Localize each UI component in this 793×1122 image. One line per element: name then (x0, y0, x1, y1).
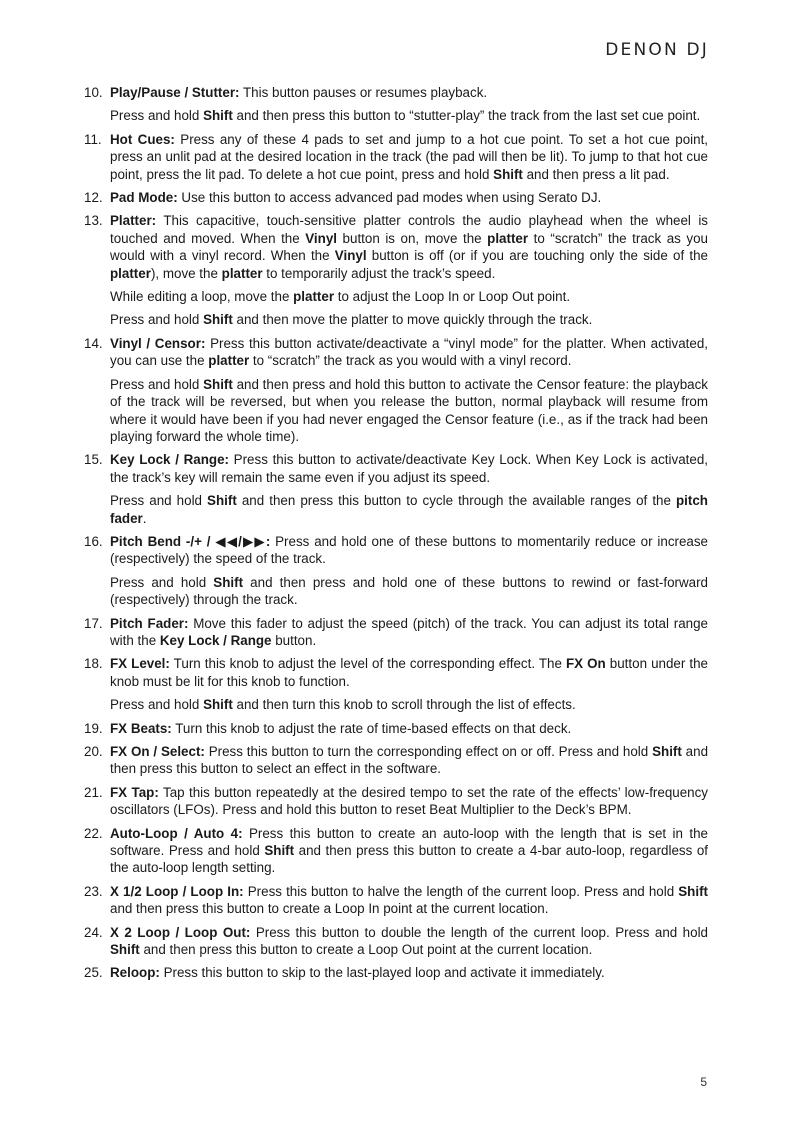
text-run: Press this button to create an auto-loop with the length that is set in the software. Press and hold (110, 825, 708, 859)
bold-term: Pad Mode: (110, 190, 178, 206)
text-run: and then press and hold this button to activate the Censor feature: the playback of the track will be reversed, but when you release the button, normal playback will resume from where it would have been if you had never engaged the Censor feature (i.e., as if the track had been playing forward the whole time). (110, 376, 708, 444)
list-item (84, 784, 708, 819)
bold-term: Play/Pause / Stutter: (110, 85, 240, 100)
text-run: and then press this button to cycle through the available ranges of the (236, 493, 676, 509)
list-item (84, 825, 708, 877)
list-item-number: 20. (84, 744, 103, 759)
bold-term: Auto-Loop / Auto 4: (110, 825, 243, 841)
text-run: ), move the (150, 265, 222, 281)
list-item-number: 10. (84, 85, 103, 100)
list-item-number: 13. (84, 213, 103, 229)
numbered-list (84, 84, 708, 988)
list-item (84, 720, 708, 737)
list-item (84, 743, 708, 778)
bold-term: Key Lock / Range: (110, 452, 229, 468)
item-paragraph (110, 825, 708, 877)
list-item-number: 11. (84, 131, 102, 147)
list-item-number: 16. (84, 533, 103, 549)
text-run: This capacitive, touch-sensitive platter controls the audio playhead when the wheel is touched and moved. When the (110, 213, 708, 246)
text-run: and then press this button to create a 4-bar auto-loop, regardless of the auto-loop length setting. (110, 843, 708, 876)
list-item (84, 533, 708, 609)
item-paragraph (110, 311, 708, 328)
list-item (84, 335, 708, 445)
text-run: and then press and hold one of these buttons to rewind or fast-forward (respectively) through the track. (110, 574, 708, 608)
bold-term: Shift (678, 883, 708, 899)
text-run: Turn this knob to adjust the rate of time-based effects on that deck. (171, 720, 572, 736)
text-run: This button pauses or resumes playback. (239, 85, 488, 100)
item-paragraph (110, 451, 708, 486)
text-run: and then move the platter to move quickly through the track. (232, 312, 593, 328)
bold-term: FX On / Select: (110, 744, 205, 759)
bold-term: Pitch Bend -/+ / ◀◀/▶▶: (110, 533, 271, 549)
text-run: to “scratch” the track as you would with a vinyl record. When the (110, 230, 708, 264)
bold-term: Shift (203, 376, 233, 392)
list-item-number: 19. (84, 720, 103, 736)
bold-term: Shift (110, 942, 140, 958)
page-number: 5 (700, 1075, 707, 1089)
text-run: and then press a lit pad. (522, 166, 670, 182)
bold-term: Shift (652, 744, 682, 759)
bold-term: pitch fader (110, 493, 708, 526)
text-run: button is off (or if you are touching only the side of the (366, 248, 708, 264)
list-item (84, 883, 708, 918)
bold-term: Key Lock / Range (159, 632, 272, 648)
item-paragraph (110, 84, 708, 101)
item-paragraph (110, 615, 708, 650)
text-run: button. (271, 632, 317, 648)
bold-term: FX On (565, 656, 606, 672)
bold-term: Reloop: (110, 965, 160, 981)
text-run: . (142, 510, 147, 526)
text-run: to “scratch” the track as you would with a vinyl record. (249, 353, 572, 369)
list-item-number: 18. (84, 656, 103, 672)
list-item (84, 615, 708, 650)
list-item-number: 22. (84, 825, 103, 841)
text-run: Press this button to double the length of the current loop. Press and hold (250, 924, 709, 940)
bold-term: Shift (203, 697, 233, 713)
item-paragraph (110, 189, 708, 206)
item-paragraph (110, 655, 708, 690)
item-paragraph (110, 131, 708, 183)
item-paragraph (110, 924, 708, 959)
item-paragraph (110, 533, 708, 568)
bold-term: X 1/2 Loop / Loop In: (110, 883, 244, 899)
list-item (84, 451, 708, 527)
item-paragraph (110, 107, 708, 124)
text-run: button is on, move the (337, 230, 488, 246)
text-run: and then press this button to create a Loop Out point at the current location. (139, 942, 593, 958)
bold-term: Shift (493, 166, 523, 182)
text-run: button under the knob must be lit for this knob to function. (110, 656, 708, 689)
item-paragraph (110, 335, 708, 370)
list-item (84, 84, 708, 125)
text-run: and then press this button to select an effect in the software. (110, 744, 709, 777)
bold-term: Shift (203, 312, 233, 328)
bold-term: Vinyl (305, 230, 337, 246)
text-run: Press and hold one of these buttons to momentarily reduce or increase (respectively) the speed of the track. (110, 533, 709, 567)
bold-term: Hot Cues: (110, 131, 175, 147)
text-run: Move this fader to adjust the speed (pitch) of the track. You can adjust its total range with the (110, 615, 708, 648)
bold-term: Vinyl (334, 248, 367, 264)
list-item (84, 189, 708, 206)
item-paragraph (110, 696, 708, 713)
text-run: Press this button to turn the corresponding effect on or off. Press and hold (204, 744, 653, 759)
text-run: Press and hold (110, 697, 204, 713)
list-item (84, 131, 708, 183)
text-run: Press this button to halve the length of the current loop. Press and hold (243, 883, 679, 899)
list-item (84, 924, 708, 959)
text-run: Use this button to access advanced pad modes when using Serato DJ. (177, 190, 602, 206)
item-paragraph (110, 574, 708, 609)
item-paragraph (110, 288, 708, 305)
item-paragraph (110, 964, 708, 981)
text-run: Press and hold (110, 108, 204, 124)
bold-term: Shift (213, 574, 244, 590)
text-run: Press and hold (110, 574, 214, 590)
bold-term: platter (208, 353, 250, 369)
list-item-number: 14. (84, 335, 103, 351)
bold-term: FX Tap: (110, 784, 159, 800)
item-paragraph (110, 883, 708, 918)
item-paragraph (110, 784, 708, 819)
list-item-number: 17. (84, 615, 103, 631)
bold-term: Vinyl / Censor: (110, 335, 206, 351)
text-run: Press this button to activate/deactivate Key Lock. When Key Lock is activated, the track’s key will remain the same even if you adjust its speed. (110, 452, 708, 485)
bold-term: Shift (264, 843, 295, 859)
item-paragraph (110, 212, 708, 282)
text-run: and then turn this knob to scroll through the list of effects. (232, 697, 576, 713)
list-item-number: 25. (84, 965, 103, 981)
list-item-number: 24. (84, 924, 103, 940)
text-run: and then press this button to “stutter-play” the track from the last set cue point. (232, 108, 701, 124)
bold-term: X 2 Loop / Loop Out: (110, 924, 251, 940)
text-run: Press and hold (110, 376, 204, 392)
text-run: Turn this knob to adjust the level of the corresponding effect. The (169, 656, 566, 672)
bold-term: FX Level: (110, 656, 170, 672)
text-run: Press and hold (110, 493, 208, 509)
bold-term: Pitch Fader: (110, 615, 189, 631)
list-item (84, 964, 708, 981)
text-run: Press any of these 4 pads to set and jump to a hot cue point. To set a hot cue point, press an unlit pad at the desired location in the track (the pad will then be lit). To jump to that hot cue point, press the lit pad. To delete a hot cue point, press and hold (110, 131, 709, 182)
bold-term: FX Beats: (110, 720, 172, 736)
list-item-number: 12. (84, 190, 103, 206)
text-run: and then press this button to create a Loop In point at the current location. (110, 901, 549, 917)
list-item-number: 21. (84, 784, 103, 800)
text-run: Press this button activate/deactivate a “vinyl mode” for the platter. When activated, you can use the (110, 335, 708, 369)
text-run: Press this button to skip to the last-played loop and activate it immediately. (159, 965, 605, 981)
bold-term: platter (221, 265, 263, 281)
text-run: Tap this button repeatedly at the desired tempo to set the rate of the effects’ low-frequency oscillators (LFOs). Press and hold this button to reset Beat Multiplier to the Deck’s BPM. (110, 784, 708, 818)
list-item (84, 212, 708, 328)
bold-term: platter (487, 230, 529, 246)
bold-term: platter (293, 289, 335, 305)
text-run: to adjust the Loop In or Loop Out point. (334, 289, 571, 305)
list-item (84, 655, 708, 713)
text-run: to temporarily adjust the track’s speed. (262, 265, 496, 281)
bold-term: Shift (203, 108, 233, 124)
list-item-number: 23. (84, 883, 103, 899)
bold-term: platter (110, 265, 151, 281)
item-paragraph (110, 743, 708, 778)
item-paragraph (110, 492, 708, 527)
text-run: While editing a loop, move the (110, 289, 294, 305)
bold-term: Shift (207, 493, 237, 509)
brand-logo: DENON DJ (605, 40, 709, 60)
text-run: Press and hold (110, 312, 204, 328)
bold-term: Platter: (110, 213, 157, 229)
list-item-number: 15. (84, 452, 103, 468)
item-paragraph (110, 720, 708, 737)
item-paragraph (110, 376, 708, 446)
